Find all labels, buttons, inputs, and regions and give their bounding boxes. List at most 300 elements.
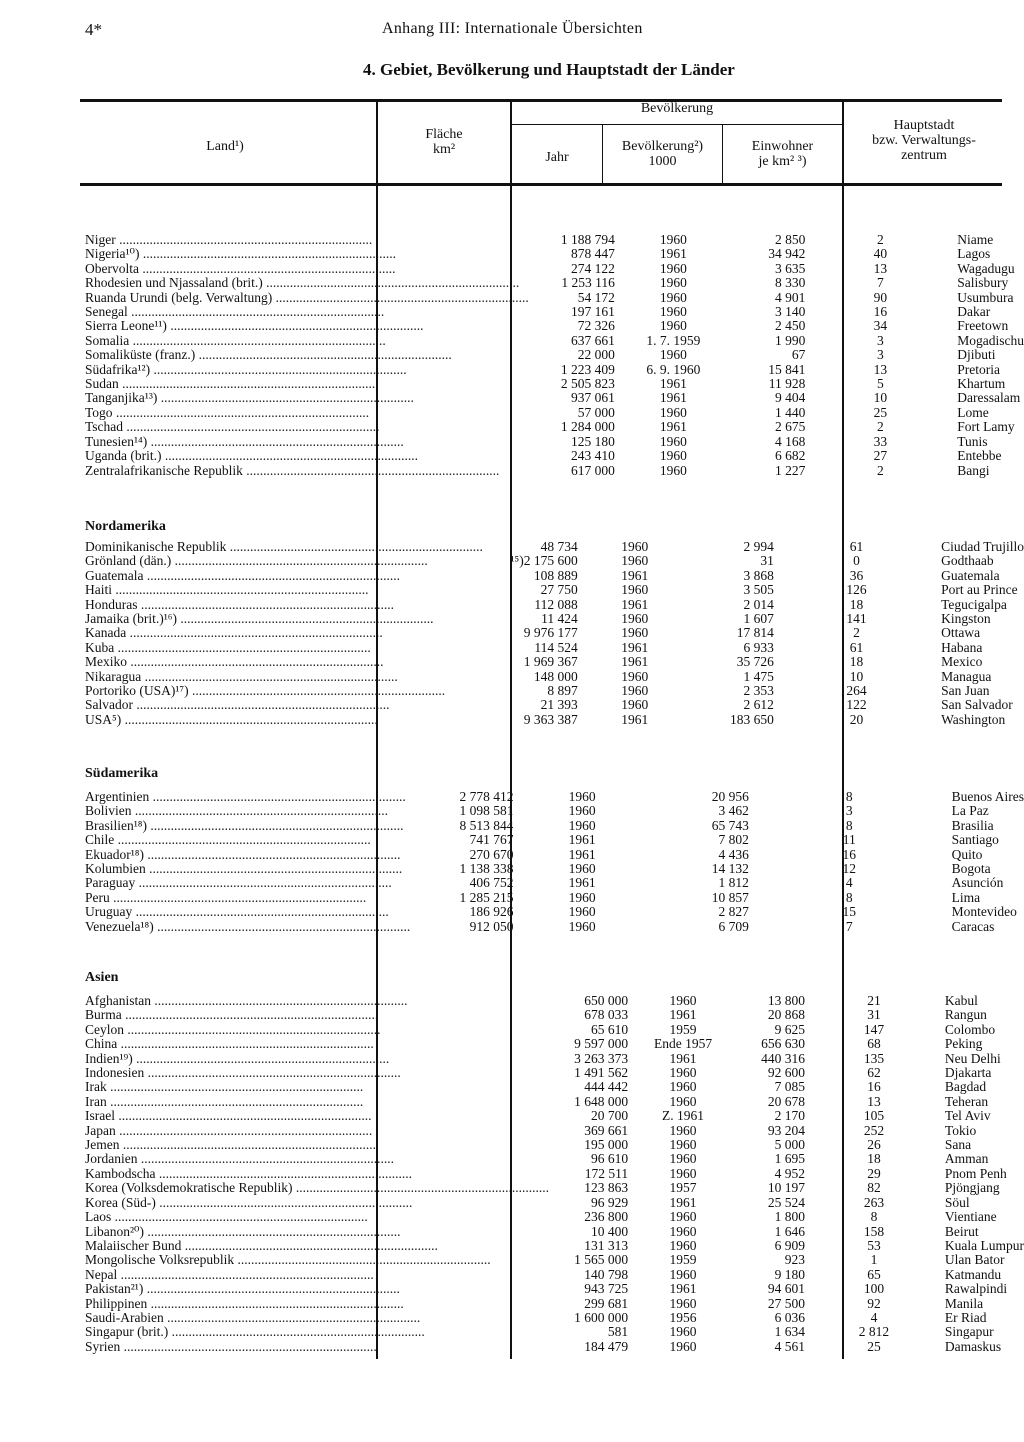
table-row xyxy=(0,1311,1024,1325)
population-cell: 6 036 xyxy=(774,1310,805,1325)
table-row xyxy=(0,319,1024,333)
country-cell: Somalia ..... xyxy=(0,334,529,348)
capital-cell: Damaskus xyxy=(944,1339,1002,1354)
capital-cell: Lima xyxy=(951,890,981,905)
year-cell: 1960 xyxy=(621,554,649,569)
country-cell: Malaiischer Bund ..... xyxy=(0,1239,549,1253)
country-cell: Uganda (brit.) ..... xyxy=(0,449,529,463)
area-cell: 1 098 581 xyxy=(459,804,514,819)
density-cell: 18 xyxy=(867,1152,881,1167)
year-cell: 1960 xyxy=(568,862,596,877)
country-cell: Indien¹⁹) ..... xyxy=(0,1052,549,1066)
area-cell: 1 969 367 xyxy=(523,655,578,670)
capital-cell: Pjöngjang xyxy=(944,1181,1000,1196)
capital-cell: Kuala Lumpur xyxy=(944,1238,1024,1253)
area-cell: 637 661 xyxy=(571,333,615,348)
population-cell: 3 462 xyxy=(718,804,749,819)
density-cell: 3 xyxy=(845,804,853,819)
col-einwohner xyxy=(723,139,842,169)
density-cell: 10 xyxy=(873,391,888,406)
capital-cell: Wagadugu xyxy=(957,261,1015,276)
country-cell: Rhodesien und Njassaland (brit.) ..... xyxy=(0,276,529,290)
year-cell: 1961 xyxy=(659,377,687,392)
table-row xyxy=(0,655,1024,669)
density-cell: 264 xyxy=(846,684,867,699)
year-cell: 1961 xyxy=(621,568,649,583)
population-cell: 2 014 xyxy=(743,597,774,612)
region-heading: Südamerika xyxy=(85,766,159,781)
table-row xyxy=(0,1037,1024,1051)
table-row xyxy=(0,1340,1024,1354)
population-cell: 1 227 xyxy=(775,463,806,478)
density-cell: 0 xyxy=(853,554,860,569)
population-cell: 2 170 xyxy=(774,1109,805,1124)
table-row xyxy=(0,790,1024,804)
table-row xyxy=(0,670,1024,684)
density-cell: 2 xyxy=(876,233,884,247)
year-cell: 1960 xyxy=(621,540,649,554)
area-cell: 650 000 xyxy=(584,994,629,1008)
table-row xyxy=(0,1196,1024,1210)
country-cell: Japan ..... xyxy=(0,1124,549,1138)
year-cell: 1960 xyxy=(568,919,596,934)
rule-header-bottom xyxy=(80,183,1002,186)
year-cell: 1960 xyxy=(659,463,687,478)
capital-cell: Colombo xyxy=(944,1022,996,1037)
year-cell: 1960 xyxy=(621,626,649,641)
country-cell: Mongolische Volksrepublik ..... xyxy=(0,1253,549,1267)
country-cell: Singapur (brit.) ..... xyxy=(0,1325,549,1339)
population-cell: 3 140 xyxy=(775,305,806,320)
population-cell: 27 500 xyxy=(767,1296,805,1311)
table-row xyxy=(0,833,1024,847)
col-hauptstadt-line3: zentrum xyxy=(901,148,947,163)
density-cell: 3 xyxy=(876,333,884,348)
table-row xyxy=(0,1138,1024,1152)
country-cell: Syrien ..... xyxy=(0,1340,549,1354)
year-cell: 1960 xyxy=(659,348,687,363)
density-cell: 18 xyxy=(849,655,864,670)
capital-cell: Ulan Bator xyxy=(944,1253,1005,1268)
table-row xyxy=(0,1023,1024,1037)
table-row xyxy=(0,905,1024,919)
population-cell: 20 868 xyxy=(767,1008,805,1023)
year-cell: Z. 1961 xyxy=(662,1109,705,1124)
year-cell: 1960 xyxy=(659,276,687,291)
capital-cell: Ottawa xyxy=(941,626,981,641)
capital-cell: Djakarta xyxy=(944,1066,992,1081)
area-cell: 20 700 xyxy=(591,1109,629,1124)
density-cell: 16 xyxy=(842,847,856,862)
capital-cell: Santiago xyxy=(951,833,999,848)
area-cell: 617 000 xyxy=(571,463,615,478)
table-row xyxy=(0,391,1024,405)
area-cell: 270 670 xyxy=(469,847,514,862)
population-cell: 3 868 xyxy=(743,568,774,583)
table-row xyxy=(0,1008,1024,1022)
table-row xyxy=(0,435,1024,449)
year-cell: 1961 xyxy=(669,1051,697,1066)
table-row xyxy=(0,1325,1024,1339)
population-cell: 3 635 xyxy=(775,261,806,276)
population-cell: 6 682 xyxy=(775,449,806,464)
density-cell: 31 xyxy=(867,1008,881,1023)
density-cell: 100 xyxy=(863,1282,885,1297)
country-cell: Sudan ..... xyxy=(0,377,529,391)
country-cell: Mexiko ..... xyxy=(0,655,483,669)
year-cell: 1961 xyxy=(669,1008,697,1023)
year-cell: 1961 xyxy=(621,655,649,670)
table-row xyxy=(0,1095,1024,1109)
capital-cell: Lagos xyxy=(957,247,991,262)
density-cell: 29 xyxy=(867,1166,881,1181)
density-cell: 25 xyxy=(867,1339,881,1354)
area-cell: 131 313 xyxy=(584,1238,629,1253)
region-heading: Nordamerika xyxy=(85,519,166,534)
density-cell: 36 xyxy=(849,568,864,583)
year-cell: 1960 xyxy=(659,405,687,420)
population-cell: 9 625 xyxy=(774,1022,805,1037)
table-row xyxy=(0,698,1024,712)
population-cell: 4 168 xyxy=(775,434,806,449)
country-cell: Korea (Volksdemokratische Republik) ..... xyxy=(0,1181,549,1195)
density-cell: 34 xyxy=(873,319,888,334)
country-cell: Honduras ..... xyxy=(0,598,483,612)
country-cell: Uruguay ..... xyxy=(0,905,410,919)
year-cell: 1961 xyxy=(659,391,687,406)
country-cell: Ruanda Urundi (belg. Verwaltung) ..... xyxy=(0,291,529,305)
area-cell: 1 565 000 xyxy=(574,1253,629,1268)
capital-cell: Salisbury xyxy=(957,276,1009,291)
country-cell: Afghanistan ..... xyxy=(0,994,549,1008)
country-cell: Tanganjika¹³) ..... xyxy=(0,391,529,405)
year-cell: Ende 1957 xyxy=(653,1037,713,1052)
density-cell: 141 xyxy=(846,612,867,627)
population-cell: 2 612 xyxy=(743,698,774,713)
population-cell: 1 990 xyxy=(775,333,806,348)
capital-cell: Montevideo xyxy=(951,905,1017,920)
density-cell: 27 xyxy=(873,449,888,464)
year-cell: 1960 xyxy=(669,1238,697,1253)
population-cell: 6 933 xyxy=(743,640,774,655)
page-number: 4* xyxy=(85,20,102,39)
col-hauptstadt-line1: Hauptstadt xyxy=(893,118,955,133)
density-cell: 135 xyxy=(863,1051,885,1066)
data-table xyxy=(0,540,1024,727)
density-cell: 8 xyxy=(870,1210,878,1225)
density-cell: 21 xyxy=(867,994,881,1008)
population-cell: 67 xyxy=(791,348,806,363)
capital-cell: Amman xyxy=(944,1152,989,1167)
population-cell: 1 634 xyxy=(774,1325,805,1340)
capital-cell: Rangun xyxy=(944,1008,987,1023)
year-cell: 1960 xyxy=(568,905,596,920)
population-cell: 20 678 xyxy=(767,1094,805,1109)
area-cell: 197 161 xyxy=(571,305,615,320)
country-cell: Südafrika¹²) ..... xyxy=(0,363,529,377)
country-cell: Paraguay ..... xyxy=(0,876,410,890)
year-cell: 1959 xyxy=(669,1253,697,1268)
capital-cell: Söul xyxy=(944,1195,970,1210)
country-cell: Peru ..... xyxy=(0,891,410,905)
country-cell: Israel ..... xyxy=(0,1109,549,1123)
population-cell: 15 841 xyxy=(768,362,806,377)
population-cell: 923 xyxy=(784,1253,805,1268)
population-cell: 1 440 xyxy=(775,405,806,420)
table-row xyxy=(0,920,1024,934)
table-row xyxy=(0,449,1024,463)
population-cell: 3 505 xyxy=(743,583,774,598)
population-cell: 2 827 xyxy=(718,905,749,920)
year-cell: 1960 xyxy=(659,261,687,276)
table-row xyxy=(0,598,1024,612)
area-cell: 10 400 xyxy=(591,1224,629,1239)
density-cell: 2 xyxy=(876,420,884,435)
table-row xyxy=(0,804,1024,818)
area-cell: 581 xyxy=(607,1325,629,1340)
country-cell: Chile ..... xyxy=(0,833,410,847)
density-cell: 4 xyxy=(870,1310,878,1325)
capital-cell: Entebbe xyxy=(957,449,1002,464)
density-cell: 5 xyxy=(876,377,884,392)
density-cell: 65 xyxy=(867,1267,881,1282)
density-cell: 62 xyxy=(867,1066,881,1081)
population-cell: 1 812 xyxy=(718,876,749,891)
capital-cell: Godthaab xyxy=(941,554,994,569)
capital-cell: Er Riad xyxy=(944,1310,987,1325)
capital-cell: Niame xyxy=(957,233,994,247)
area-cell: 274 122 xyxy=(571,261,615,276)
col-jahr: Jahr xyxy=(545,150,569,165)
density-cell: 90 xyxy=(873,290,888,305)
capital-cell: Rawalpindi xyxy=(944,1282,1008,1297)
density-cell: 40 xyxy=(873,247,888,262)
table-row xyxy=(0,1052,1024,1066)
capital-cell: Guatemala xyxy=(941,568,1000,583)
population-cell: 9 404 xyxy=(775,391,806,406)
country-cell: Korea (Süd-) ..... xyxy=(0,1196,549,1210)
country-cell: Jordanien ..... xyxy=(0,1152,549,1166)
capital-cell: Kingston xyxy=(941,612,991,627)
density-cell: 158 xyxy=(863,1224,885,1239)
density-cell: 13 xyxy=(867,1094,881,1109)
area-cell: 1 138 338 xyxy=(459,862,514,877)
col-einwohner-unit: je km² ³) xyxy=(758,154,807,169)
capital-cell: Lome xyxy=(957,405,989,420)
col-hauptstadt xyxy=(846,118,1002,163)
table-row xyxy=(0,554,1024,568)
country-cell: Nikaragua ..... xyxy=(0,670,483,684)
area-cell: 943 725 xyxy=(584,1282,629,1297)
year-cell: 1960 xyxy=(659,449,687,464)
col-flaeche-unit: km² xyxy=(432,142,456,157)
table-row xyxy=(0,891,1024,905)
population-cell: 65 743 xyxy=(711,818,749,833)
year-cell: 1961 xyxy=(568,876,596,891)
country-cell: Jemen ..... xyxy=(0,1138,549,1152)
country-cell: Portoriko (USA)¹⁷) ..... xyxy=(0,684,483,698)
capital-cell: Sana xyxy=(944,1138,972,1153)
table-row xyxy=(0,1109,1024,1123)
capital-cell: Peking xyxy=(944,1037,983,1052)
area-cell: 54 172 xyxy=(577,290,615,305)
year-cell: 1960 xyxy=(659,319,687,334)
col-hauptstadt-line2: bzw. Verwaltungs- xyxy=(872,133,976,148)
country-cell: Brasilien¹⁸) ..... xyxy=(0,819,410,833)
capital-cell: Bagdad xyxy=(944,1080,987,1095)
country-cell: China ..... xyxy=(0,1037,549,1051)
year-cell: 6. 9. 1960 xyxy=(646,362,701,377)
capital-cell: Dakar xyxy=(957,305,991,320)
capital-cell: Asunción xyxy=(951,876,1004,891)
col-einwohner-label: Einwohner xyxy=(751,139,814,154)
year-cell: 1960 xyxy=(568,890,596,905)
year-cell: 1960 xyxy=(621,698,649,713)
year-cell: 1959 xyxy=(669,1022,697,1037)
area-cell: 172 511 xyxy=(584,1166,629,1181)
population-cell: 440 316 xyxy=(761,1051,805,1066)
density-cell: 68 xyxy=(867,1037,881,1052)
table-row xyxy=(0,684,1024,698)
area-cell: 1 284 000 xyxy=(560,420,615,435)
table-row xyxy=(0,291,1024,305)
capital-cell: Pnom Penh xyxy=(944,1166,1007,1181)
table-row xyxy=(0,540,1024,554)
density-cell: 2 xyxy=(853,626,860,641)
year-cell: 1957 xyxy=(669,1181,697,1196)
capital-cell: Port au Prince xyxy=(941,583,1018,598)
table-row xyxy=(0,1210,1024,1224)
capital-cell: Djibuti xyxy=(957,348,996,363)
area-cell: 57 000 xyxy=(577,405,615,420)
density-cell: 1 xyxy=(870,1253,878,1268)
year-cell: 1961 xyxy=(621,640,649,655)
year-cell: 1961 xyxy=(568,847,596,862)
table-row xyxy=(0,641,1024,655)
area-cell: 1 600 000 xyxy=(574,1310,629,1325)
col-flaeche xyxy=(378,127,510,157)
year-cell: 1961 xyxy=(621,712,649,727)
population-cell: 10 197 xyxy=(767,1181,805,1196)
table-row xyxy=(0,1181,1024,1195)
table-row xyxy=(0,1124,1024,1138)
capital-cell: Managua xyxy=(941,669,992,684)
data-table xyxy=(0,994,1024,1354)
capital-cell: Tokio xyxy=(944,1123,977,1138)
density-cell: 12 xyxy=(842,862,856,877)
year-cell: 1960 xyxy=(669,1339,697,1354)
area-cell: 1 223 409 xyxy=(560,362,615,377)
capital-cell: Bangi xyxy=(957,463,990,478)
area-cell: 108 889 xyxy=(533,568,578,583)
table-row xyxy=(0,420,1024,434)
capital-cell: San Juan xyxy=(941,684,990,699)
table-row xyxy=(0,1080,1024,1094)
area-cell: 9 597 000 xyxy=(574,1037,629,1052)
country-cell: Ceylon ..... xyxy=(0,1023,549,1037)
population-cell: 20 956 xyxy=(711,790,749,804)
table-row xyxy=(0,626,1024,640)
country-cell: Indonesien ..... xyxy=(0,1066,549,1080)
country-cell: Bolivien ..... xyxy=(0,804,410,818)
table-row xyxy=(0,1268,1024,1282)
area-cell: 741 767 xyxy=(469,833,514,848)
country-cell: Saudi-Arabien ..... xyxy=(0,1311,549,1325)
density-cell: 25 xyxy=(873,405,888,420)
table-row xyxy=(0,1225,1024,1239)
area-cell: 184 479 xyxy=(584,1339,629,1354)
area-cell: 140 798 xyxy=(584,1267,629,1282)
country-cell: Kolumbien ..... xyxy=(0,862,410,876)
year-cell: 1960 xyxy=(669,1066,697,1081)
capital-cell: San Salvador xyxy=(941,698,1013,713)
capital-cell: Ciudad Trujillo xyxy=(941,540,1024,554)
table-row xyxy=(0,569,1024,583)
area-cell: 9 363 387 xyxy=(523,712,578,727)
area-cell: 1 188 794 xyxy=(560,233,615,247)
area-cell: 937 061 xyxy=(571,391,615,406)
capital-cell: Singapur xyxy=(944,1325,994,1340)
year-cell: 1961 xyxy=(568,833,596,848)
country-cell: Grönland (dän.) ..... xyxy=(0,554,483,568)
area-cell: 125 180 xyxy=(571,434,615,449)
table-row xyxy=(0,1152,1024,1166)
table-title: 4. Gebiet, Bevölkerung und Hauptstadt der Länder xyxy=(363,60,735,79)
area-cell: 96 610 xyxy=(591,1152,629,1167)
population-cell: 2 353 xyxy=(743,684,774,699)
year-cell: 1960 xyxy=(669,1325,697,1340)
population-cell: 13 800 xyxy=(767,994,805,1008)
density-cell: 13 xyxy=(873,362,888,377)
table-row xyxy=(0,1066,1024,1080)
country-cell: Nepal ..... xyxy=(0,1268,549,1282)
area-cell: 8 897 xyxy=(547,684,578,699)
table-row xyxy=(0,1239,1024,1253)
area-cell: 444 442 xyxy=(584,1080,629,1095)
population-cell: 34 942 xyxy=(768,247,806,262)
density-cell: 20 xyxy=(849,712,864,727)
year-cell: 1960 xyxy=(568,790,596,804)
density-cell: 53 xyxy=(867,1238,881,1253)
country-cell: Niger ..... xyxy=(0,233,529,247)
capital-cell: Mexico xyxy=(941,655,983,670)
capital-cell: Daressalam xyxy=(957,391,1021,406)
capital-cell: Habana xyxy=(941,640,983,655)
table-row xyxy=(0,819,1024,833)
capital-cell: Usumbura xyxy=(957,290,1014,305)
population-cell: 4 436 xyxy=(718,847,749,862)
density-cell: 105 xyxy=(863,1109,885,1124)
col-bevoelkerung xyxy=(603,139,722,169)
table-row xyxy=(0,612,1024,626)
population-cell: 35 726 xyxy=(736,655,774,670)
capital-cell: Freetown xyxy=(957,319,1009,334)
table-row xyxy=(0,848,1024,862)
density-cell: 13 xyxy=(873,261,888,276)
area-cell: 406 752 xyxy=(469,876,514,891)
year-cell: 1961 xyxy=(659,420,687,435)
area-cell: 8 513 844 xyxy=(459,818,514,833)
capital-cell: Teheran xyxy=(944,1094,989,1109)
area-cell: 22 000 xyxy=(577,348,615,363)
table-row xyxy=(0,713,1024,727)
table-row xyxy=(0,583,1024,597)
capital-cell: Brasilia xyxy=(951,818,994,833)
population-cell: 4 952 xyxy=(774,1166,805,1181)
population-cell: 6 909 xyxy=(774,1238,805,1253)
area-cell: 96 929 xyxy=(591,1195,629,1210)
area-cell: 112 088 xyxy=(534,597,578,612)
